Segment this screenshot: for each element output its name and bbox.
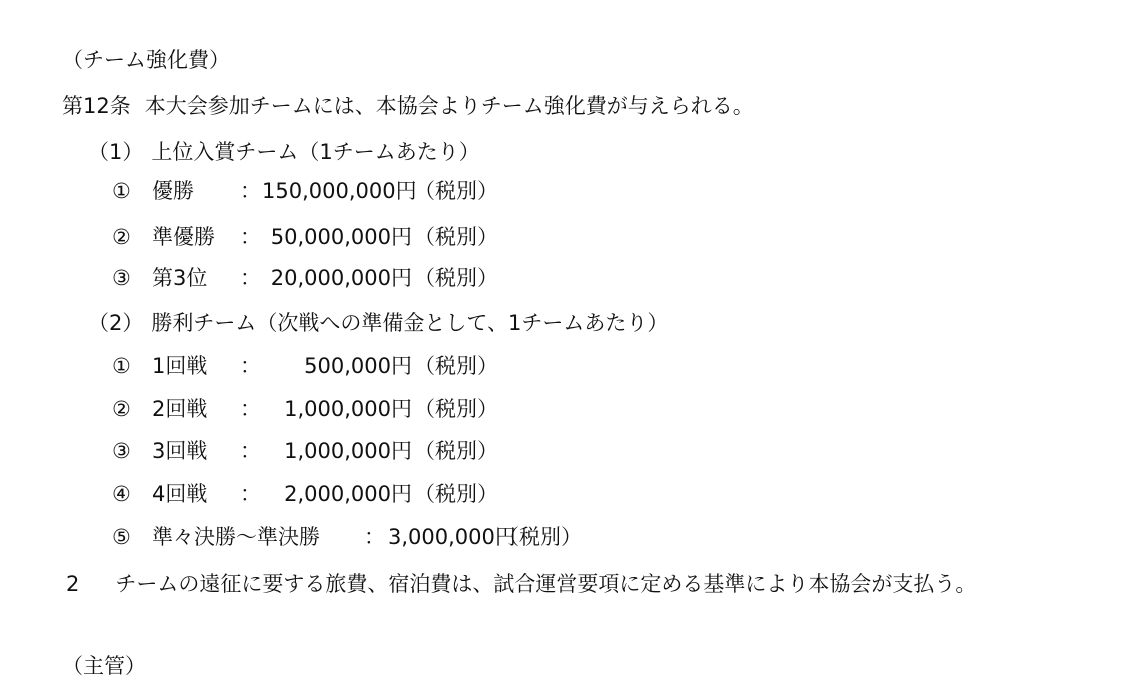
item-colon: ： [240,225,261,249]
item-colon: ： [240,179,261,203]
list-item-round-1 [112,352,532,380]
item-number: ② [112,225,131,249]
item-amount: 50,000,000円 [270,225,412,249]
article-text: 本大会参加チームには、本協会よりチーム強化費が与えられる。 [144,94,754,118]
item-label: 1回戦 [152,354,208,378]
heading-team-fund: （チーム強化費） [62,48,230,72]
article-label: 第12条 [62,94,131,118]
item-number: ③ [112,439,131,463]
item-tax-note: （税別） [414,397,498,421]
item-tax-note: （税別） [498,525,582,549]
item-number: ① [112,354,131,378]
section-1-title: 上位入賞チーム（1チームあたり） [151,140,480,164]
paragraph-text: チームの遠征に要する旅費、宿泊費は、試合運営要項に定める基準により本協会が支払う。 [115,572,977,596]
section-2-number: （2） [88,311,144,335]
item-colon: ： [240,397,261,421]
section-1-number: （1） [88,140,144,164]
list-item-round-4 [112,480,532,508]
section-1-heading [88,138,480,166]
article-12 [62,92,754,120]
item-colon: ： [240,354,261,378]
item-colon: ： [240,439,261,463]
heading-host: （主管） [62,654,146,678]
list-item-winner [112,177,532,205]
list-item-round-3 [112,437,532,465]
item-number: ② [112,397,131,421]
item-label: 優勝 [152,179,194,203]
item-amount: 500,000円 [304,354,412,378]
item-label: 2回戦 [152,397,208,421]
item-label: 3回戦 [152,439,208,463]
item-amount: 2,000,000円 [284,482,412,506]
item-colon: ： [240,266,261,290]
section-2-heading [88,309,668,337]
item-colon: ： [240,482,261,506]
paragraph-number: 2 [66,572,80,596]
list-item-third-place [112,264,532,292]
item-amount: 150,000,000円 [262,179,417,203]
item-label: 第3位 [152,266,208,290]
item-number: ① [112,179,131,203]
item-label: 4回戦 [152,482,208,506]
item-number: ⑤ [112,525,131,549]
item-amount: 20,000,000円 [270,266,412,290]
item-tax-note: （税別） [414,179,498,203]
item-tax-note: （税別） [414,439,498,463]
section-2-title: 勝利チーム（次戦への準備金として、1チームあたり） [151,311,669,335]
item-amount: 3,000,000円 [388,525,516,549]
item-tax-note: （税別） [414,266,498,290]
item-label: 準々決勝～準決勝 [152,525,320,549]
item-amount: 1,000,000円 [284,439,412,463]
item-number: ③ [112,266,131,290]
item-amount: 1,000,000円 [284,397,412,421]
paragraph-2 [66,570,976,598]
list-item-runner-up [112,223,532,251]
item-tax-note: （税別） [414,225,498,249]
item-tax-note: （税別） [414,354,498,378]
item-number: ④ [112,482,131,506]
item-colon: ： [364,525,385,549]
list-item-round-2 [112,395,532,423]
list-item-quarter-to-semifinal [112,523,612,551]
item-label: 準優勝 [152,225,215,249]
item-tax-note: （税別） [414,482,498,506]
